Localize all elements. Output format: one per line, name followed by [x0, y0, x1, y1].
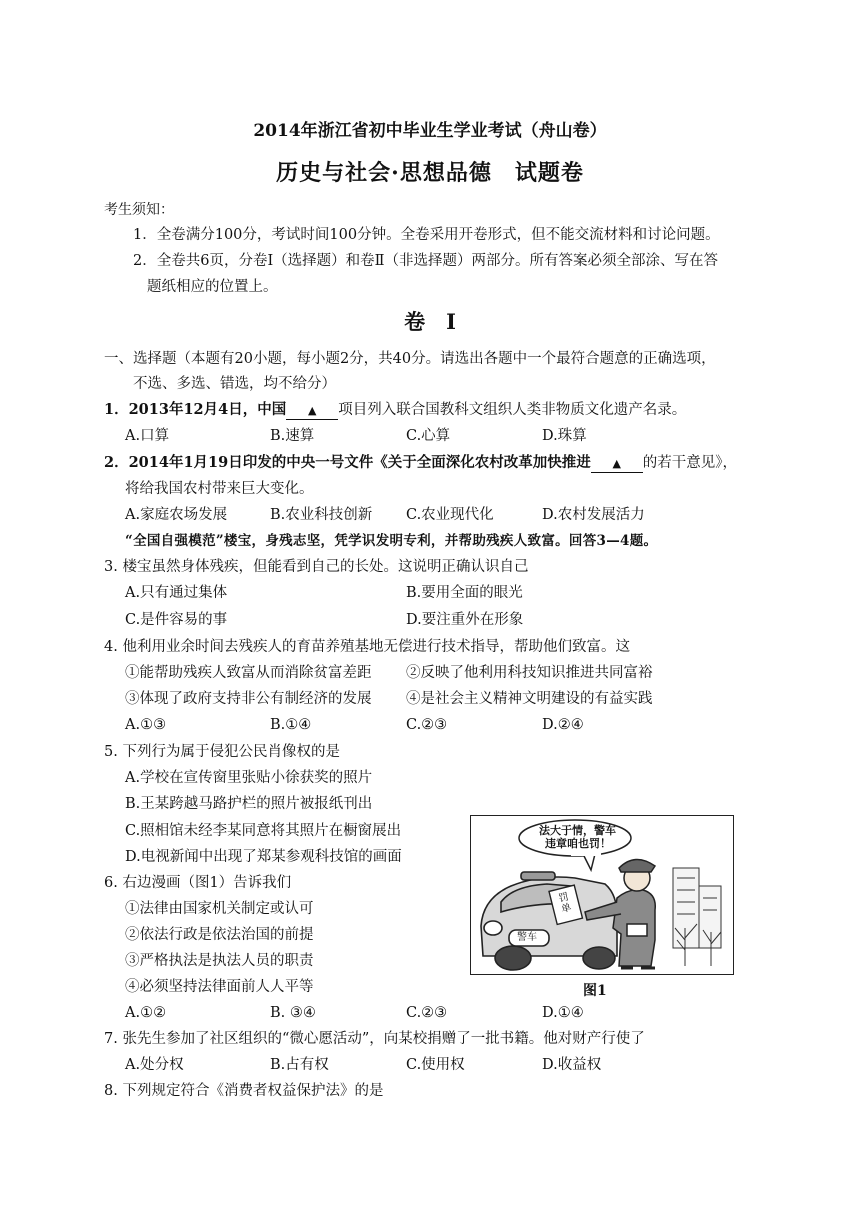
material-3-4: “全国自强模范”楼宝，身残志坚，凭学识发明专利，并帮助残疾人致富。回答3—4题。 — [125, 533, 658, 549]
q1-stem-post: 项目列入联合国教科文组织人类非物质文化遗产名录。 — [338, 402, 687, 418]
question-7: 7. 张先生参加了社区组织的“微心愿活动”，向某校捐赠了一批书籍。他对财产行使了 — [104, 1031, 645, 1047]
speech-bubble-line-1: 法大于情，警车 — [539, 824, 616, 837]
notice-item-2: 2．全卷共6页，分卷Ⅰ（选择题）和卷Ⅱ（非选择题）两部分。所有答案必须全部涂、写在答 — [133, 253, 719, 269]
q3-option-b: B.要用全面的眼光 — [406, 585, 523, 601]
q7-option-c: C.使用权 — [406, 1057, 465, 1073]
q4-option-b: B.①④ — [270, 717, 312, 733]
q6-statement-3: ③严格执法是执法人员的职责 — [125, 953, 314, 969]
q4-statement-2: ②反映了他利用科技知识推进共同富裕 — [406, 665, 653, 681]
question-2 — [104, 453, 737, 473]
answer-blank: ▲ — [591, 456, 643, 473]
question-3: 3. 楼宝虽然身体残疾，但能看到自己的长处。这说明正确认识自己 — [104, 559, 529, 575]
q6-option-c: C.②③ — [406, 1005, 448, 1021]
figure-caption: 图1 — [583, 983, 607, 999]
q1-option-d: D.珠算 — [542, 428, 587, 444]
q4-statement-1: ①能帮助残疾人致富从而消除贫富差距 — [125, 665, 372, 681]
q2-stem-pre: 2．2014年1月19日印发的中央一号文件《关于全面深化农村改革加快推进 — [104, 454, 591, 471]
question-5: 5. 下列行为属于侵犯公民肖像权的是 — [104, 744, 340, 760]
q2-option-b: B.农业科技创新 — [270, 507, 373, 523]
q2-stem-cont: 将给我国农村带来巨大变化。 — [125, 481, 314, 497]
part1-instructions-cont: 不选、多选、错选，均不给分） — [133, 376, 336, 392]
paper-subtitle: 历史与社会·思想品德 试题卷 — [276, 160, 584, 186]
notice-label: 考生须知： — [104, 202, 174, 218]
ticket-label: 罚单 — [557, 891, 573, 916]
q2-option-a: A.家庭农场发展 — [125, 507, 228, 523]
section-title: 卷 Ⅰ — [404, 309, 456, 334]
part1-instructions: 一、选择题（本题有20小题，每小题2分，共40分。请选出各题中一个最符合题意的正确选项， — [104, 351, 716, 367]
q7-option-b: B.占有权 — [270, 1057, 329, 1073]
q7-option-a: A.处分权 — [125, 1057, 184, 1073]
question-6: 6. 右边漫画（图1）告诉我们 — [104, 875, 292, 891]
q2-option-d: D.农村发展活力 — [542, 507, 645, 523]
q4-option-c: C.②③ — [406, 717, 448, 733]
q5-option-b: B.王某跨越马路护栏的照片被报纸刊出 — [125, 796, 373, 812]
q6-option-d: D.①④ — [542, 1005, 584, 1021]
q6-statement-2: ②依法行政是依法治国的前提 — [125, 927, 314, 943]
q3-option-a: A.只有通过集体 — [125, 585, 228, 601]
q4-option-d: D.②④ — [542, 717, 584, 733]
q1-option-c: C.心算 — [406, 428, 451, 444]
q2-option-c: C.农业现代化 — [406, 507, 494, 523]
q5-option-d: D.电视新闻中出现了郑某参观科技馆的画面 — [125, 849, 402, 865]
q2-stem-post: 的若干意见》， — [642, 455, 737, 471]
q6-statement-1: ①法律由国家机关制定或认可 — [125, 901, 314, 917]
question-4: 4. 他利用业余时间去残疾人的育苗养殖基地无偿进行技术指导，帮助他们致富。这 — [104, 639, 630, 655]
q3-option-d: D.要注重外在形象 — [406, 612, 524, 628]
q5-option-c: C.照相馆未经李某同意将其照片在橱窗展出 — [125, 823, 402, 839]
q7-option-d: D.收益权 — [542, 1057, 602, 1073]
answer-blank: ▲ — [286, 403, 338, 420]
q1-stem-pre: 1．2013年12月4日，中国 — [104, 401, 287, 418]
q1-option-a: A.口算 — [125, 428, 170, 444]
q3-option-c: C.是件容易的事 — [125, 612, 228, 628]
notice-item-1: 1．全卷满分100分，考试时间100分钟。全卷采用开卷形式，但不能交流材料和讨论问题。 — [133, 227, 720, 243]
q4-statement-4: ④是社会主义精神文明建设的有益实践 — [406, 691, 653, 707]
police-car-label: 警车 — [517, 932, 537, 943]
exam-title: 2014年浙江省初中毕业生学业考试（舟山卷） — [253, 121, 607, 141]
question-1 — [104, 400, 686, 420]
q4-option-a: A.①③ — [125, 717, 167, 733]
q6-option-b: B. ③④ — [270, 1005, 316, 1021]
q6-option-a: A.①② — [125, 1005, 167, 1021]
cartoon-figure — [470, 815, 734, 975]
q4-statement-3: ③体现了政府支持非公有制经济的发展 — [125, 691, 372, 707]
notice-item-2-cont: 题纸相应的位置上。 — [147, 279, 278, 295]
question-8: 8. 下列规定符合《消费者权益保护法》的是 — [104, 1083, 384, 1099]
speech-bubble-line-2: 违章咱也罚！ — [545, 837, 611, 850]
q6-statement-4: ④必须坚持法律面前人人平等 — [125, 979, 314, 995]
q1-option-b: B.速算 — [270, 428, 315, 444]
q5-option-a: A.学校在宣传窗里张贴小徐获奖的照片 — [125, 770, 373, 786]
